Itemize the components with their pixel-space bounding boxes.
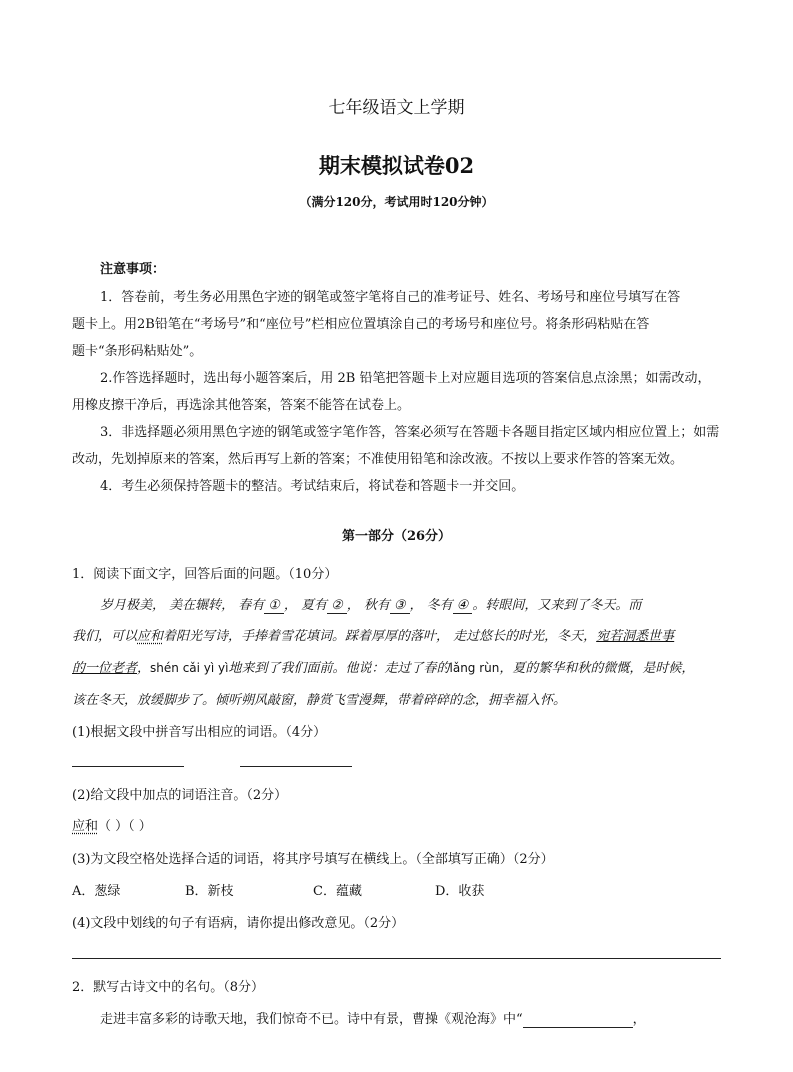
exam-title: 期末模拟试卷02 [318, 153, 475, 178]
passage-line-1 [100, 594, 641, 614]
passage-text: 着阳光写诗，手捧着雪花填词。踩着厚厚的落叶， 走过悠长的时光，冬天， [163, 629, 597, 644]
note-1-line-1: 1．答卷前，考生务必用黑色字迹的钢笔或签字笔将自己的准考证号、姓名、考场号和座位号填写在答 [100, 290, 681, 305]
note-2-line-2: 用橡皮擦干净后，再选涂其他答案，答案不能答在试卷上。 [72, 398, 411, 413]
dotted-word: 应和 [137, 629, 164, 644]
option-a: A．葱绿 [72, 884, 121, 899]
passage-text: 。转眼间，又来到了冬天。而 [472, 598, 642, 613]
passage-text: ， 秋有 [346, 598, 390, 613]
q2-blank-1[interactable] [523, 1012, 633, 1028]
q2-text: ， [632, 1012, 646, 1027]
option-c: C．蕴藏 [313, 884, 362, 899]
note-3-line-2: 改动，先划掉原来的答案，然后再写上新的答案；不准使用铅笔和涂改液。不按以上要求作答的答案无效。 [72, 452, 684, 467]
blank-4: ④ [453, 598, 473, 614]
pinyin-1: shén cǎi yì yì [150, 661, 229, 675]
exam-info: （满分120分，考试用时120分钟） [299, 195, 494, 209]
q1-sub2: (2)给文段中加点的词语注音。（2分） [72, 788, 288, 803]
passage-text: 岁月极美， 美在辗转， 春有 [100, 598, 265, 613]
blank-2: ② [327, 598, 347, 614]
option-b: B．新枝 [185, 884, 234, 899]
answer-line-2[interactable] [240, 766, 352, 767]
answer-line-full[interactable] [72, 958, 721, 959]
q1-stem: 1．阅读下面文字，回答后面的问题。（10分） [72, 567, 338, 582]
note-1-line-3: 题卡“条形码粘贴处”。 [72, 344, 203, 359]
note-3-line-1: 3．非选择题必须用黑色字迹的钢笔或签字笔作答，答案必须写在答题卡各题目指定区域内相应位置上；如需 [100, 425, 720, 440]
passage-text: 我们，可以 [72, 629, 138, 644]
underlined-sentence: 宛若洞悉世事 [596, 629, 675, 644]
passage-text: ， 冬有 [409, 598, 453, 613]
part1-title: 第一部分（26分） [341, 529, 452, 544]
passage-line-4: 该在冬天，放缓脚步了。倾听朔风敲窗，静赏飞雪漫舞，带着碎碎的念，拥幸福入怀。 [72, 693, 567, 708]
pinyin-2: lǎng rùn [449, 661, 500, 675]
underlined-sentence: 的一位老者 [72, 661, 138, 676]
passage-line-3 [72, 657, 694, 676]
passage-text: ，夏的繁华和秋的微慨，是时候， [499, 661, 695, 676]
q1-sub1: (1)根据文段中拼音写出相应的词语。（4分） [72, 725, 327, 740]
passage-line-2 [72, 625, 674, 644]
q2-line-1 [100, 1008, 646, 1028]
q2-text: 走进丰富多彩的诗歌天地，我们惊奇不已。诗中有景，曹操《观沧海》中“ [100, 1012, 523, 1027]
q1-sub3: (3)为文段空格处选择合适的词语，将其序号填写在横线上。（全部填写正确）（2分） [72, 852, 554, 867]
passage-text: ， 夏有 [283, 598, 328, 613]
q1-sub4: (4)文段中划线的句子有语病，请你提出修改意见。（2分） [72, 916, 405, 931]
option-d: D．收获 [435, 884, 485, 899]
dotted-word: 应和 [72, 819, 99, 834]
q1-sub2-answer [72, 815, 152, 834]
passage-text: 地来到了我们面前。他说：走过了春的 [228, 661, 450, 676]
pinyin-answer-blanks[interactable]: （ ）（ ） [98, 819, 152, 834]
q2-stem: 2．默写古诗文中的名句。（8分） [72, 980, 265, 995]
note-1-line-2: 题卡上。用2B铅笔在“考场号”和“座位号”栏相应位置填涂自己的考场号和座位号。将条形码粘贴在答 [72, 317, 650, 332]
blank-3: ③ [390, 598, 410, 614]
blank-1: ① [264, 598, 284, 614]
notes-title: 注意事项： [100, 262, 166, 277]
note-2-line-1: 2.作答选择题时，选出每小题答案后，用 2B 铅笔把答题卡上对应题目选项的答案信息点涂黑；如需改动， [100, 371, 711, 386]
passage-text: ， [137, 661, 151, 676]
answer-line-1[interactable] [72, 766, 184, 767]
note-4-line-1: 4．考生必须保持答题卡的整洁。考试结束后，将试卷和答题卡一并交回。 [100, 479, 525, 494]
grade-title: 七年级语文上学期 [328, 98, 465, 118]
